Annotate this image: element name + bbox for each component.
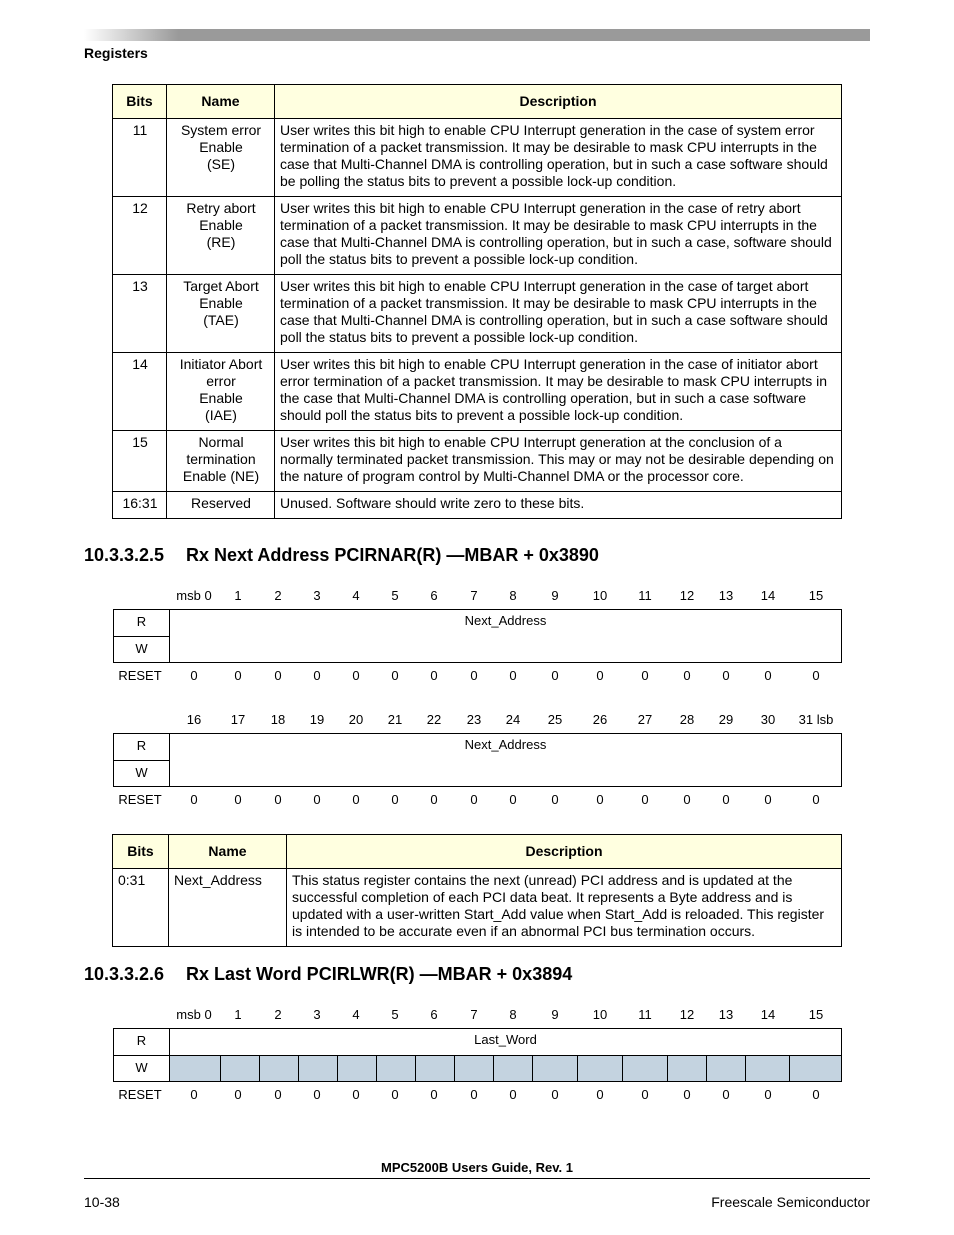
read-label: R xyxy=(114,610,170,636)
bit-number: 3 xyxy=(313,588,321,603)
cell-bits: 14 xyxy=(113,353,167,431)
reset-value: 0 xyxy=(313,792,321,807)
reset-value: 0 xyxy=(551,668,559,683)
bit-number-row xyxy=(113,712,842,728)
reset-value: 0 xyxy=(274,1087,282,1102)
bit-number: 25 xyxy=(547,712,563,727)
cell-name-line: (RE) xyxy=(206,234,236,250)
table-row xyxy=(113,869,842,947)
bit-number: 19 xyxy=(309,712,325,727)
reset-value: 0 xyxy=(596,792,604,807)
reset-value: 0 xyxy=(641,792,649,807)
bit-number: 11 xyxy=(638,1007,652,1022)
register-diagram-next-address-high xyxy=(113,588,842,688)
bit-number: msb 0 xyxy=(176,1007,212,1022)
table-row xyxy=(113,492,842,519)
bit-number: 15 xyxy=(808,1007,824,1022)
reset-value: 0 xyxy=(722,1087,730,1102)
reset-value: 0 xyxy=(352,792,360,807)
write-reserved-cell xyxy=(377,1056,416,1081)
bit-number: 13 xyxy=(718,588,734,603)
reset-value: 0 xyxy=(641,1087,649,1102)
write-reserved-cell xyxy=(707,1056,746,1081)
reset-value: 0 xyxy=(190,1087,198,1102)
reset-value: 0 xyxy=(683,792,691,807)
bit-number: 4 xyxy=(352,588,360,603)
bit-number: 5 xyxy=(391,588,399,603)
bit-number: 16 xyxy=(186,712,202,727)
bit-number: 3 xyxy=(313,1007,321,1022)
table-row xyxy=(113,353,842,431)
reset-value: 0 xyxy=(722,668,730,683)
reset-value: 0 xyxy=(391,1087,399,1102)
reset-value: 0 xyxy=(551,1087,559,1102)
cell-name-line: Enable xyxy=(199,139,243,155)
bit-number: 6 xyxy=(430,1007,438,1022)
bit-number: 9 xyxy=(551,588,559,603)
section-number: 10.3.3.2.6 xyxy=(84,964,165,984)
cell-name: Next_Address xyxy=(169,869,287,947)
bit-description-table-1 xyxy=(112,84,842,519)
section-title: Rx Last Word PCIRLWR(R) —MBAR + 0x3894 xyxy=(186,964,573,984)
bit-number: 10 xyxy=(592,1007,608,1022)
reset-value: 0 xyxy=(641,668,649,683)
reset-value: 0 xyxy=(430,668,438,683)
reset-value: 0 xyxy=(190,792,198,807)
cell-description: User writes this bit high to enable CPU Interrupt generation at the conclusion of a normally terminated packet transmission. This may or may not be desirable depending on the nature of program control by Multi-Channel DMA or the processor core. xyxy=(275,431,842,492)
write-reserved-cell xyxy=(299,1056,338,1081)
bit-description-table-2 xyxy=(112,834,842,947)
write-reserved-cell xyxy=(746,1056,790,1081)
reset-value: 0 xyxy=(509,668,517,683)
cell-name xyxy=(167,197,275,275)
write-reserved-cell xyxy=(455,1056,495,1081)
bit-number: 15 xyxy=(808,588,824,603)
cell-description: User writes this bit high to enable CPU Interrupt generation in the case of system error termination of a packet transmission. It may be desirable to mask CPU interrupts in the case that Multi-Channel DMA is controlling operation, but in such a case software should be polling the status bits to prevent a possible lock-up condition. xyxy=(275,119,842,197)
field-last-word-read: Last_Word xyxy=(474,1032,537,1047)
reset-value: 0 xyxy=(596,668,604,683)
write-reserved-cell xyxy=(416,1056,455,1081)
bit-number: msb 0 xyxy=(176,588,212,603)
reset-row xyxy=(113,668,842,688)
reset-value: 0 xyxy=(812,1087,820,1102)
table-row xyxy=(113,275,842,353)
cell-bits: 16:31 xyxy=(113,492,167,519)
reset-value: 0 xyxy=(722,792,730,807)
reset-value: 0 xyxy=(683,668,691,683)
field-next-address-read: Next_Address xyxy=(464,613,547,628)
reset-value: 0 xyxy=(234,668,242,683)
bit-number: 30 xyxy=(760,712,776,727)
cell-description: User writes this bit high to enable CPU Interrupt generation in the case of initiator abort error termination of a packet transmission. It may be desirable to mask CPU interrupts in the case that Multi-Channel DMA is controlling operation, but in such a case software should poll the status bits to prevent a possible lock-up condition. xyxy=(275,353,842,431)
cell-name xyxy=(167,492,275,519)
write-label: W xyxy=(114,760,170,786)
reset-row xyxy=(113,792,842,812)
footer-document-title: MPC5200B Users Guide, Rev. 1 xyxy=(381,1160,573,1175)
cell-name-line: Retry abort xyxy=(186,200,256,216)
write-label: W xyxy=(114,1055,170,1081)
bit-number: 1 xyxy=(234,1007,242,1022)
write-label: W xyxy=(114,636,170,662)
cell-name-line: termination xyxy=(186,451,256,467)
reset-value: 0 xyxy=(509,1087,517,1102)
cell-description: User writes this bit high to enable CPU Interrupt generation in the case of retry abort termination of a packet transmission. It may be desirable to mask CPU interrupts in the case that Multi-Channel DMA is controlling operation, but in such a case, software should poll the status bits to prevent a possible lock-up condition. xyxy=(275,197,842,275)
reset-value: 0 xyxy=(764,668,772,683)
running-header: Registers xyxy=(84,45,148,61)
bit-number: 13 xyxy=(718,1007,734,1022)
bit-number: 23 xyxy=(466,712,482,727)
register-fields xyxy=(113,609,842,663)
reset-value: 0 xyxy=(812,668,820,683)
reset-value: 0 xyxy=(470,668,478,683)
footer-rule xyxy=(84,1178,870,1179)
bit-number: 2 xyxy=(274,588,282,603)
cell-name-line: Target Abort xyxy=(183,278,259,294)
cell-description: Unused. Software should write zero to these bits. xyxy=(275,492,842,519)
bit-number: 21 xyxy=(387,712,403,727)
cell-bits: 12 xyxy=(113,197,167,275)
bit-number: 4 xyxy=(352,1007,360,1022)
bit-number: 28 xyxy=(679,712,695,727)
cell-name-line: (SE) xyxy=(207,156,235,172)
read-label: R xyxy=(114,1029,170,1055)
section-heading-rx-next-address xyxy=(84,545,599,566)
reset-value: 0 xyxy=(391,792,399,807)
register-diagram-last-word xyxy=(113,1007,842,1107)
cell-name xyxy=(167,431,275,492)
bit-number: 11 xyxy=(638,588,652,603)
bit-number: 10 xyxy=(592,588,608,603)
write-reserved-cell xyxy=(338,1056,377,1081)
col-header-name: Name xyxy=(169,835,287,869)
reset-value: 0 xyxy=(274,668,282,683)
cell-name-line: Initiator Abort xyxy=(179,356,263,372)
write-reserved-cell xyxy=(494,1056,533,1081)
section-heading-rx-last-word xyxy=(84,964,572,985)
reset-value: 0 xyxy=(596,1087,604,1102)
page-number: 10-38 xyxy=(84,1194,120,1210)
bit-number: 7 xyxy=(470,588,478,603)
cell-name xyxy=(167,353,275,431)
reset-value: 0 xyxy=(430,1087,438,1102)
table-header-row xyxy=(113,835,842,869)
bit-number: 5 xyxy=(391,1007,399,1022)
reset-value: 0 xyxy=(234,792,242,807)
reset-value: 0 xyxy=(430,792,438,807)
bit-number: 12 xyxy=(679,1007,695,1022)
write-reserved-cell xyxy=(533,1056,578,1081)
bit-number: 8 xyxy=(509,1007,517,1022)
cell-bits: 13 xyxy=(113,275,167,353)
section-number: 10.3.3.2.5 xyxy=(84,545,165,565)
field-next-address-read: Next_Address xyxy=(464,737,547,752)
cell-name xyxy=(167,119,275,197)
write-reserved-cell xyxy=(170,1056,221,1081)
write-reserved-cell xyxy=(578,1056,623,1081)
bit-number: 22 xyxy=(426,712,442,727)
write-reserved-cell xyxy=(221,1056,260,1081)
cell-name-line: Enable xyxy=(199,390,243,406)
cell-name-line: Enable xyxy=(199,217,243,233)
reset-label: RESET xyxy=(118,1087,162,1102)
reset-value: 0 xyxy=(812,792,820,807)
cell-name-line: Normal xyxy=(198,434,244,450)
cell-bits: 0:31 xyxy=(113,869,169,947)
bit-number: 12 xyxy=(679,588,695,603)
cell-name-line: System error xyxy=(180,122,262,138)
reset-value: 0 xyxy=(313,1087,321,1102)
write-reserved-cell xyxy=(668,1056,707,1081)
cell-name-line: (IAE) xyxy=(205,407,237,423)
bit-number: 2 xyxy=(274,1007,282,1022)
bit-number: 20 xyxy=(348,712,364,727)
reset-value: 0 xyxy=(391,668,399,683)
reset-value: 0 xyxy=(551,792,559,807)
bit-number: 8 xyxy=(509,588,517,603)
col-header-description: Description xyxy=(275,85,842,119)
reset-value: 0 xyxy=(470,792,478,807)
table-row xyxy=(113,119,842,197)
bit-number: 27 xyxy=(637,712,653,727)
field-next-address-write xyxy=(170,760,841,785)
bit-number: 26 xyxy=(592,712,608,727)
field-next-address-write xyxy=(170,636,841,661)
table-row xyxy=(113,431,842,492)
cell-name xyxy=(167,275,275,353)
reset-value: 0 xyxy=(234,1087,242,1102)
reset-value: 0 xyxy=(764,1087,772,1102)
col-header-description: Description xyxy=(287,835,842,869)
bit-number: 1 xyxy=(234,588,242,603)
col-header-name: Name xyxy=(167,85,275,119)
col-header-bits: Bits xyxy=(113,85,167,119)
bit-number: 14 xyxy=(760,1007,776,1022)
read-label: R xyxy=(114,734,170,760)
table-header-row xyxy=(113,85,842,119)
section-title: Rx Next Address PCIRNAR(R) —MBAR + 0x3890 xyxy=(186,545,599,565)
write-reserved-cell xyxy=(623,1056,668,1081)
write-reserved-cell xyxy=(790,1056,841,1081)
company-name: Freescale Semiconductor xyxy=(711,1194,870,1210)
bit-number: 6 xyxy=(430,588,438,603)
reset-value: 0 xyxy=(352,1087,360,1102)
reset-label: RESET xyxy=(118,792,162,807)
cell-name-line: Enable (NE) xyxy=(182,468,260,484)
cell-name-line: error xyxy=(206,373,236,389)
reset-row xyxy=(113,1087,842,1107)
cell-description: This status register contains the next (unread) PCI address and is updated at the successful completion of each PCI data beat. It represents a Byte address and is updated with a user-written Start_Add value when Start_Add is reloaded. This register is intended to be accurate even if an abnormal PCI bus termination occurs. xyxy=(287,869,842,947)
bit-number: 18 xyxy=(270,712,286,727)
cell-name-line: Reserved xyxy=(191,495,251,511)
register-fields xyxy=(113,733,842,787)
register-diagram-next-address-low xyxy=(113,712,842,812)
bit-number-row xyxy=(113,1007,842,1023)
reset-value: 0 xyxy=(313,668,321,683)
reset-value: 0 xyxy=(683,1087,691,1102)
header-bar xyxy=(84,29,870,41)
reset-value: 0 xyxy=(470,1087,478,1102)
bit-number: 7 xyxy=(470,1007,478,1022)
bit-number: 17 xyxy=(230,712,246,727)
cell-name-line: Enable xyxy=(199,295,243,311)
write-reserved-cell xyxy=(260,1056,299,1081)
col-header-bits: Bits xyxy=(113,835,169,869)
bit-number: 29 xyxy=(718,712,734,727)
cell-bits: 11 xyxy=(113,119,167,197)
bit-number: 24 xyxy=(505,712,521,727)
cell-description: User writes this bit high to enable CPU Interrupt generation in the case of target abort termination of a packet transmission. It may be desirable to mask CPU interrupts in the case that Multi-Channel DMA is controlling operation, but in such a case software should poll the status bits to prevent a possible lock-up condition. xyxy=(275,275,842,353)
bit-number: 31 lsb xyxy=(798,712,834,727)
field-last-word-write-reserved xyxy=(170,1055,841,1081)
reset-value: 0 xyxy=(274,792,282,807)
reset-value: 0 xyxy=(764,792,772,807)
reset-value: 0 xyxy=(352,668,360,683)
bit-number: 14 xyxy=(760,588,776,603)
cell-name-line: (TAE) xyxy=(203,312,239,328)
reset-label: RESET xyxy=(118,668,162,683)
cell-bits: 15 xyxy=(113,431,167,492)
table-row xyxy=(113,197,842,275)
reset-value: 0 xyxy=(190,668,198,683)
bit-number-row xyxy=(113,588,842,604)
bit-number: 9 xyxy=(551,1007,559,1022)
reset-value: 0 xyxy=(509,792,517,807)
register-fields xyxy=(113,1028,842,1082)
